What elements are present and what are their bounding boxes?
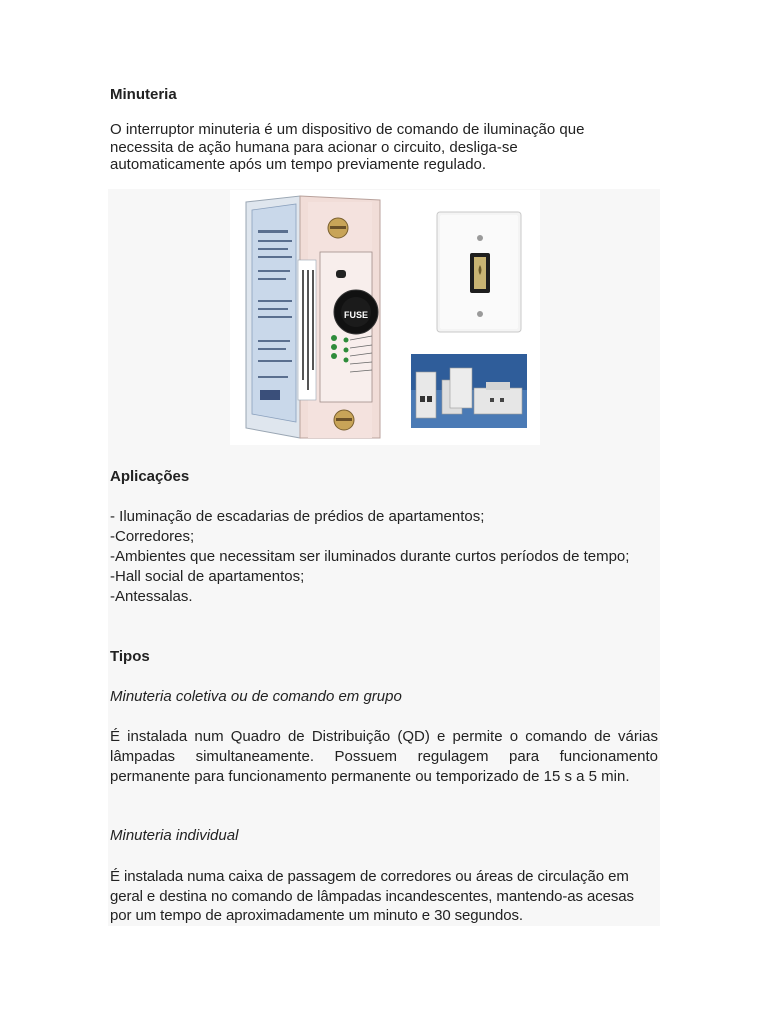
- list-item: - Iluminação de escadarias de prédios de apartamentos;: [110, 508, 485, 525]
- individual-paragraph: É instalada numa caixa de passagem de corredores ou áreas de circulação em geral e destina no comando de lâmpadas incandescentes, mantendo-as acesas por um tempo de aproximadamente um minuto e 30 segundos.: [110, 868, 634, 924]
- coletiva-paragraph: É instalada num Quadro de Distribuição (QD) e permite o comando de várias lâmpadas simultaneamente. Possuem regulagem para funcionamento permanente para funcionamento permanente ou temporizado de 15 s a 5 min.: [110, 728, 658, 785]
- wall-switch-device: [437, 212, 521, 332]
- list-item: -Ambientes que necessitam ser iluminados durante curtos períodos de tempo;: [110, 548, 630, 565]
- coletiva-subheading: Minuteria coletiva ou de comando em grupo: [110, 688, 402, 705]
- din-minuteria-device: [246, 196, 380, 438]
- list-item: -Corredores;: [110, 528, 195, 545]
- fuse-label: FUSE: [343, 310, 369, 320]
- din-devices-photo: [411, 354, 527, 428]
- minuteria-devices-figure: [230, 190, 540, 445]
- list-item: -Antessalas.: [110, 588, 193, 605]
- tipos-heading: Tipos: [110, 648, 150, 665]
- aplicacoes-heading: Aplicações: [110, 468, 190, 485]
- list-item: -Hall social de apartamentos;: [110, 568, 305, 585]
- page-title: Minuteria: [110, 86, 177, 103]
- intro-paragraph: O interruptor minuteria é um dispositivo de comando de iluminação que necessita de ação humana para acionar o circuito, desliga-se automaticamente após um tempo previamente regulado.: [110, 121, 585, 173]
- aplicacoes-list: [110, 507, 658, 607]
- devices-illustration: [230, 190, 540, 445]
- individual-subheading: Minuteria individual: [110, 827, 239, 844]
